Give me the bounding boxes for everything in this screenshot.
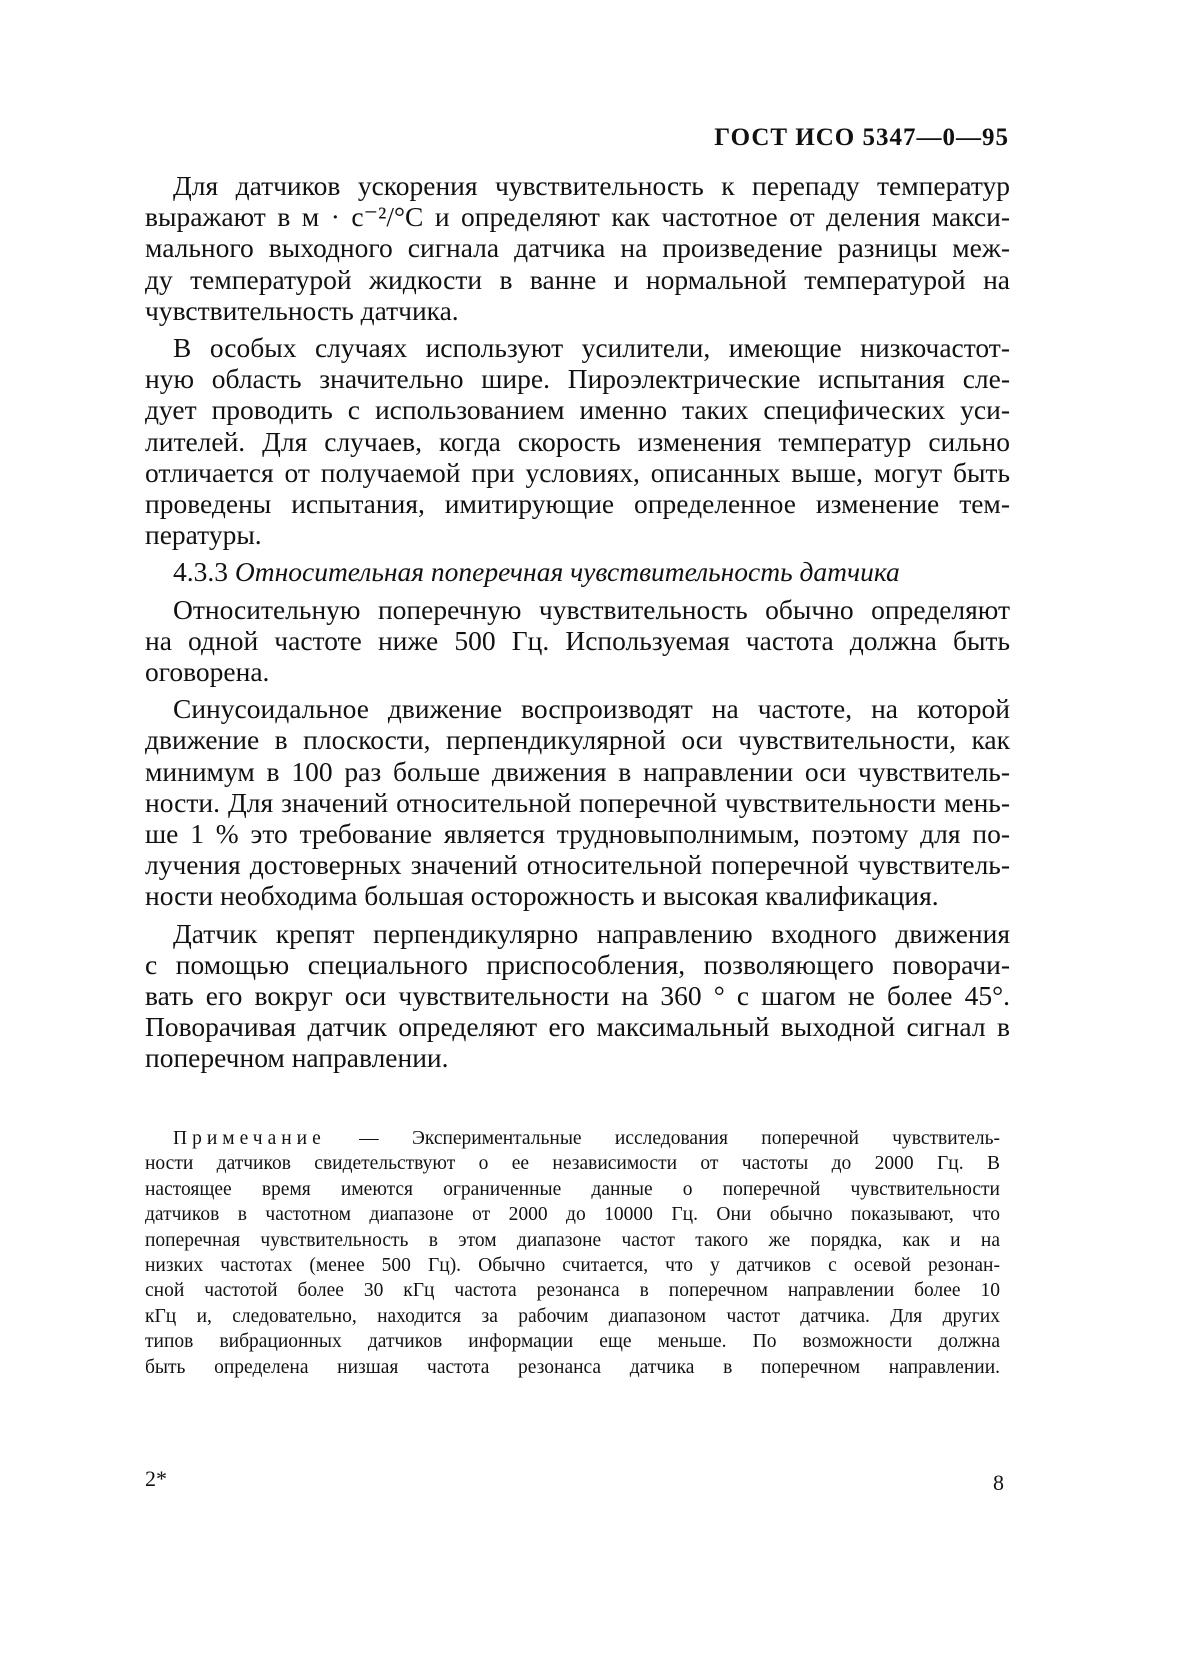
text-line: поперечном направлении. (145, 1042, 449, 1074)
text-line: Датчик крепят перпендикулярно направлению входного движения (173, 917, 1010, 949)
text-line: низких частотах (менее 500 Гц). Обычно считается, что у датчиков с осевой резонан- (145, 1255, 1000, 1277)
text-line: движение в плоскости, перпендикулярной оси чувствительности, как (145, 724, 1010, 756)
text-line: на одной частоте ниже 500 Гц. Используемая частота должна быть (145, 624, 1010, 656)
text-line: быть определена низшая частота резонанса датчика в поперечном направлении. (145, 1356, 1000, 1378)
text-line: ности. Для значений относительной поперечной чувствительности мень- (145, 786, 1010, 818)
paragraph (145, 594, 1010, 688)
text-line: лучения достоверных значений относительной поперечной чувствитель- (145, 849, 1010, 881)
text-line: Синусоидальное движение воспроизводят на частоте, на которой (173, 693, 1010, 725)
paragraph (145, 693, 1010, 911)
text-line: отличается от получаемой при условиях, описанных выше, могут быть (145, 456, 1010, 488)
page-number: 8 (993, 1470, 1004, 1495)
text-line: кГц и, следовательно, находится за рабочим диапазоном частот датчика. Для других (145, 1305, 1000, 1327)
section-number: 4.3.3 (173, 556, 228, 588)
body-text (145, 170, 1010, 1080)
text-line: чувствительность датчика. (145, 294, 459, 326)
text-line: вать его вокруг оси чувствительности на 360 ° с шагом не более 45°. (145, 980, 1010, 1012)
text-line: ную область значительно шире. Пироэлектрические испытания сле- (145, 363, 1010, 395)
note-block (145, 1126, 1000, 1380)
text-line: выражают в м · с⁻²/°С и определяют как частотное от деления макси- (145, 201, 1010, 233)
text-line: ду температурой жидкости в ванне и нормальной температурой на (145, 263, 1010, 295)
text-line: Относительную поперечную чувствительность обычно определяют (173, 593, 1010, 625)
text-line: с помощью специального приспособления, позволяющего поворачи- (145, 948, 1010, 980)
text-line: минимум в 100 раз больше движения в направлении оси чувствитель- (145, 755, 1010, 787)
text-line: В особых случаях используют усилители, имеющие низкочастот- (173, 332, 1010, 364)
text-line: настоящее время имеются ограниченные данные о поперечной чувствительности (145, 1178, 1000, 1200)
text-line: сной частотой более 30 кГц частота резонанса в поперечном направлении более 10 (145, 1280, 1000, 1302)
text-line: лителей. Для случаев, когда скорость изменения температур сильно (145, 425, 1010, 457)
text-line: Поворачивая датчик определяют его максимальный выходной сигнал в (145, 1011, 1010, 1043)
note-label: Примечание (173, 1128, 326, 1149)
text-line: оговорена. (145, 656, 270, 688)
section-heading (145, 556, 1010, 587)
text-line (145, 1126, 1000, 1151)
text-line: дует проводить с использованием именно таких специфических уси- (145, 394, 1010, 426)
document-header: ГОСТ ИСО 5347—0—95 (714, 124, 1009, 151)
text-line: мального выходного сигнала датчика на произведение разницы меж- (145, 232, 1010, 264)
paragraph (145, 332, 1010, 550)
text-line: поперечная чувствительность в этом диапазоне частот такого же порядка, как и на (145, 1229, 1000, 1251)
text-line: Для датчиков ускорения чувствительность к перепаду температур (173, 170, 1010, 201)
signature-mark: 2* (145, 1466, 167, 1491)
text-line: проведены испытания, имитирующие определенное изменение тем- (145, 488, 1010, 520)
note-text: — Экспериментальные исследования поперечной чувствитель- (359, 1128, 1000, 1149)
section-title: Относительная поперечная чувствительность датчика (234, 556, 900, 588)
text-line: ности необходима большая осторожность и высокая квалификация. (145, 880, 939, 912)
text-line: пературы. (145, 519, 262, 551)
text-line: датчиков в частотном диапазоне от 2000 до 10000 Гц. Они обычно показывают, что (145, 1204, 1000, 1226)
text-line: типов вибрационных датчиков информации еще меньше. По возможности должна (145, 1331, 1000, 1353)
paragraph (145, 918, 1010, 1074)
text-line: ше 1 % это требование является трудновыполнимым, поэтому для по- (145, 818, 1010, 850)
text-line: ности датчиков свидетельствуют о ее независимости от частоты до 2000 Гц. В (145, 1153, 1000, 1175)
paragraph (145, 170, 1010, 326)
